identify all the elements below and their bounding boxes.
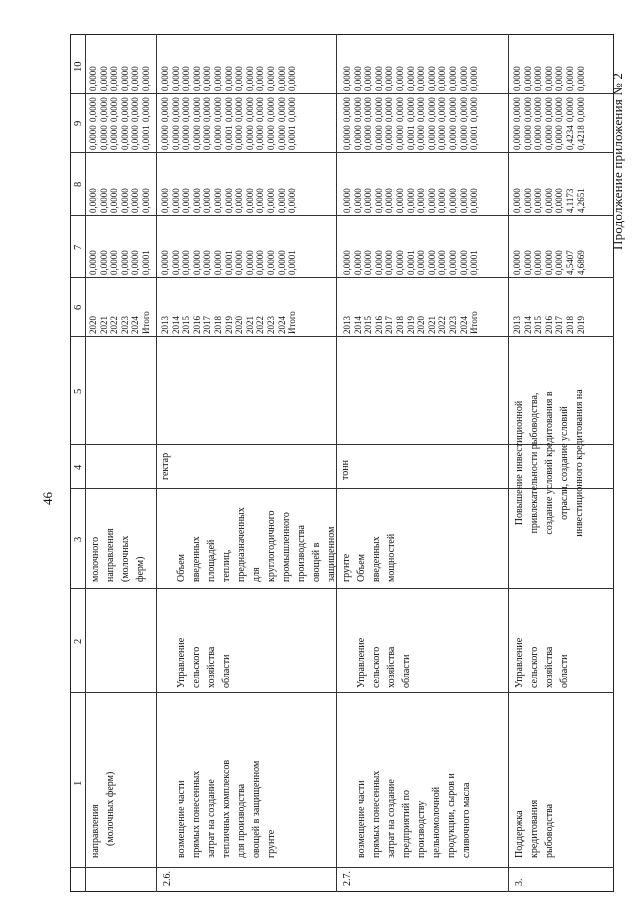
top-c10: 0,0000 0,0000 0,0000 0,0000 0,0000 0,0000 bbox=[88, 66, 151, 91]
row-2-6-c10: 0,0000 0,0000 0,0000 0,0000 0,0000 0,0000 0,0000 0,0000 0,0000 0,0000 0,0000 0,0000 0,0000 bbox=[160, 66, 298, 91]
page-number: 46 bbox=[40, 492, 55, 505]
row-2-6-years: 2013 2014 2015 2016 2017 2018 2019 2020 2021 2022 2023 2024 Итого bbox=[160, 311, 298, 334]
col-sep bbox=[70, 588, 614, 589]
row-2-7-col2: Управление сельского хозяйства области bbox=[356, 637, 412, 688]
row-3-c10: 0,0000 0,0000 0,0000 0,0000 0,0000 0,0000 0,0000 bbox=[512, 66, 586, 91]
row-2-6-col2: Управление сельского хозяйства области bbox=[176, 637, 232, 688]
row-sep bbox=[508, 34, 509, 892]
row-sep bbox=[336, 34, 337, 892]
row-2-7-unit: тонн bbox=[340, 460, 351, 480]
colnum-4: 4 bbox=[73, 464, 84, 470]
row-3-c8: 0,0000 0,0000 0,0000 0,0000 0,0000 0,4234 0,4218 bbox=[512, 125, 586, 150]
row-2-6-c8: 0,0000 0,0000 0,0000 0,0000 0,0000 0,0000 0,0001 0,0000 0,0000 0,0000 0,0000 0,0000 0,0001 bbox=[160, 125, 298, 150]
row-3-c9: 0,0000 0,0000 0,0000 0,0000 0,0000 0,0000 0,0000 bbox=[512, 97, 586, 122]
row-2-7-col1: возмещение части прямых понесенных затрат на создание предприятий по производству цельномолочной продукции, сыров и сливочного масла bbox=[356, 770, 472, 858]
col-sep bbox=[70, 93, 614, 94]
row-2-6-num: 2.6. bbox=[162, 871, 173, 886]
top-c9: 0,0000 0,0000 0,0000 0,0000 0,0000 0,0000 bbox=[88, 97, 151, 122]
row-2-7-c6: 0,0000 0,0000 0,0000 0,0000 0,0000 0,0000 0,0001 0,0000 0,0000 0,0000 0,0000 0,0000 0,0001 bbox=[342, 250, 480, 275]
row-2-7-c7: 0,0000 0,0000 0,0000 0,0000 0,0000 0,0000 0,0000 0,0000 0,0000 0,0000 0,0000 0,0000 0,0000 bbox=[342, 188, 480, 213]
colnum-9: 9 bbox=[73, 120, 84, 126]
colnum-10: 10 bbox=[73, 61, 84, 72]
row-2-7-c8: 0,0000 0,0000 0,0000 0,0000 0,0000 0,0000 0,0001 0,0000 0,0000 0,0000 0,0000 0,0000 0,0001 bbox=[342, 125, 480, 150]
row-2-6-col3: Объем введенных площадей теплиц, предназначенных для круглогодичного промышленного производства овощей в защищенном грунте bbox=[176, 507, 352, 582]
col-sep bbox=[70, 692, 614, 693]
row-2-7-c10: 0,0000 0,0000 0,0000 0,0000 0,0000 0,0000 0,0000 0,0000 0,0000 0,0000 0,0000 0,0000 0,0000 bbox=[342, 66, 480, 91]
colnum-7: 7 bbox=[73, 244, 84, 250]
row-2-6-c9: 0,0000 0,0000 0,0000 0,0000 0,0000 0,0000 0,0000 0,0000 0,0000 0,0000 0,0000 0,0000 0,0000 bbox=[160, 97, 298, 122]
top-c7: 0,0000 0,0000 0,0000 0,0000 0,0000 0,0000 bbox=[88, 188, 151, 213]
top-c6: 0,0000 0,0000 0,0000 0,0000 0,0000 0,0001 bbox=[88, 250, 151, 275]
row-2-7-num: 2.7. bbox=[342, 871, 353, 886]
row-2-7-years: 2013 2014 2015 2016 2017 2018 2019 2020 2021 2022 2023 2024 Итого bbox=[342, 311, 480, 334]
row-2-6-c7: 0,0000 0,0000 0,0000 0,0000 0,0000 0,0000 0,0000 0,0000 0,0000 0,0000 0,0000 0,0000 0,0000 bbox=[160, 188, 298, 213]
top-col3: молочного направления (молочных ферм) bbox=[90, 528, 146, 582]
row-3-col3: Повышение инвестиционной привлекательности рыбоводства, создание условий кредитования в отрасли, создание условий инвестиционного кредитования на bbox=[514, 389, 585, 537]
row-2-7-col3: Объем введенных мощностей bbox=[356, 533, 397, 582]
colnum-3: 3 bbox=[73, 536, 84, 542]
col-sep bbox=[70, 215, 614, 216]
top-years: 2020 2021 2022 2023 2024 Итого bbox=[88, 311, 151, 334]
col-sep bbox=[70, 867, 614, 868]
col-sep bbox=[70, 336, 614, 337]
row-2-6-c6: 0,0000 0,0000 0,0000 0,0000 0,0000 0,0000 0,0001 0,0000 0,0000 0,0000 0,0000 0,0000 0,0001 bbox=[160, 250, 298, 275]
row-3-col1: Поддержка кредитования рыбоводства bbox=[514, 799, 555, 858]
colnum-1: 1 bbox=[73, 780, 84, 786]
row-2-7-c9: 0,0000 0,0000 0,0000 0,0000 0,0000 0,0000 0,0000 0,0000 0,0000 0,0000 0,0000 0,0000 0,0000 bbox=[342, 97, 480, 122]
row-3-c7: 0,0000 0,0000 0,0000 0,0000 0,0000 4,1173 4,2651 bbox=[512, 188, 586, 213]
col-sep bbox=[70, 152, 614, 153]
row-3-num: 3. bbox=[514, 878, 525, 886]
top-col1: направления (молочных ферм) bbox=[90, 771, 116, 858]
row-2-6-unit: гектар bbox=[160, 452, 171, 480]
row-3-years: 2013 2014 2015 2016 2017 2018 2019 bbox=[512, 316, 586, 334]
row-3-col2: Управление сельского хозяйства области bbox=[514, 637, 570, 688]
row-3-c6: 0,0000 0,0000 0,0000 0,0000 0,0000 4,5407 4,6869 bbox=[512, 250, 586, 275]
colnum-5: 5 bbox=[73, 388, 84, 394]
colnum-8: 8 bbox=[73, 181, 84, 187]
col-sep bbox=[70, 277, 614, 278]
continuation-title: Продолжение приложения № 2 bbox=[610, 72, 625, 250]
row-sep bbox=[156, 34, 157, 892]
row-2-6-col1: возмещение части прямых понесенных затрат на создание тепличных комплексов для производства овощей в защищенном грунте bbox=[176, 759, 277, 858]
colnum-6: 6 bbox=[73, 304, 84, 310]
header-sep bbox=[85, 34, 86, 892]
top-c8: 0,0000 0,0000 0,0000 0,0000 0,0000 0,0001 bbox=[88, 125, 151, 150]
colnum-2: 2 bbox=[73, 638, 84, 644]
